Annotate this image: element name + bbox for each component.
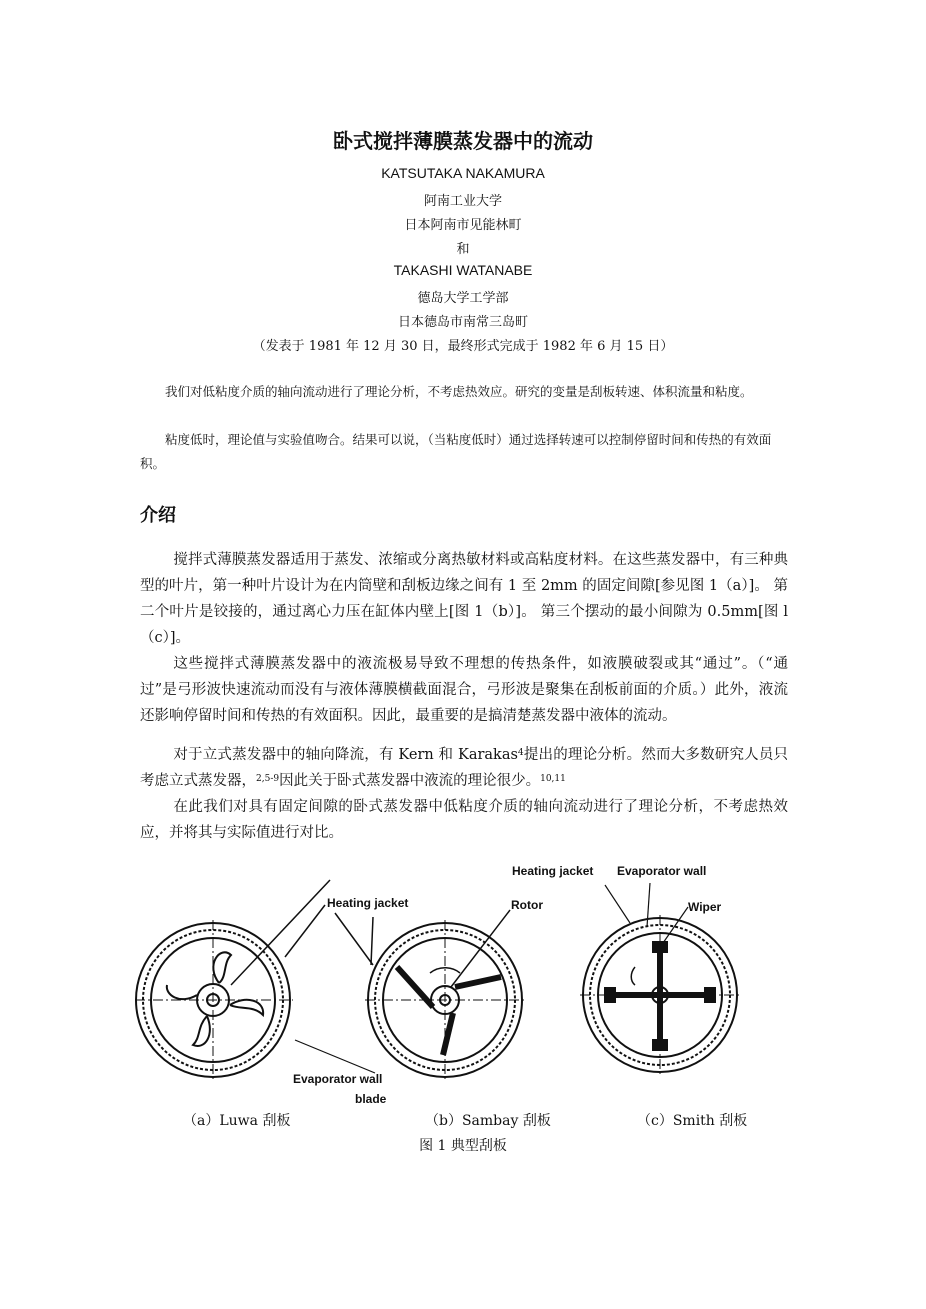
label-heating-jacket-right: Heating jacket [512, 864, 594, 878]
figure-1-wiper-diagrams [135, 855, 795, 1115]
intro-p3-text-a: 对于立式蒸发器中的轴向降流，有 Kern 和 Karakas [173, 747, 518, 763]
intro-p3-text-c: 因此关于卧式蒸发器中液流的理论很少。 [279, 773, 541, 789]
affiliation-1-line1: 阿南工业大学 [423, 194, 502, 209]
caption-a-luwa: （a）Luwa 刮板 [183, 1113, 291, 1129]
author-conjunction: 和 [456, 242, 470, 257]
section-heading-introduction: 介绍 [140, 505, 176, 526]
abstract-paragraph-2: 粘度低时，理论值与实验值吻合。结果可以说，（当粘度低时）通过选择转速可以控制停留时间和传热的有效面积。 [140, 432, 772, 471]
abstract-paragraph-1: 我们对低粘度介质的轴向流动进行了理论分析，不考虑热效应。研究的变量是刮板转速、体积流量和粘度。 [165, 384, 753, 399]
affiliation-1-line2: 日本阿南市见能林町 [404, 218, 522, 233]
sambay-evaporator-drawing [295, 910, 527, 1080]
label-evaporator-wall-right: Evaporator wall [617, 864, 707, 878]
luwa-evaporator-drawing [135, 880, 330, 1080]
author-2: TAKASHI WATANABE [393, 262, 533, 278]
citation-10-11: 10,11 [540, 774, 566, 784]
author-1: KATSUTAKA NAKAMURA [381, 165, 545, 181]
citation-4: 4 [517, 748, 524, 758]
caption-b-sambay: （b）Sambay 刮板 [425, 1113, 551, 1129]
paper-title: 卧式搅拌薄膜蒸发器中的流动 [333, 129, 593, 153]
intro-paragraph-4: 在此我们对具有固定间隙的卧式蒸发器中低粘度介质的轴向流动进行了理论分析，不考虑热效应，并将其与实际值进行对比。 [140, 799, 788, 841]
intro-paragraph-1: 搅拌式薄膜蒸发器适用于蒸发、浓缩或分离热敏材料或高粘度材料。在这些蒸发器中，有三种典型的叶片，第一种叶片设计为在内筒壁和刮板边缘之间有 1 至 2mm 的固定间隙[参见图 1（a）]。 第二个叶片是铰接的，通过离心力压在缸体内壁上[图 1（b）]。 第三个摆动的最小间隙为 0.5mm[图 l（c）]。 [140, 552, 788, 646]
affiliation-2-line2: 日本德岛市南常三岛町 [397, 315, 528, 330]
label-rotor: Rotor [511, 898, 543, 912]
caption-c-smith: （c）Smith 刮板 [637, 1113, 748, 1129]
label-heating-jacket-left: Heating jacket [327, 896, 409, 910]
label-evaporator-wall-bottom: Evaporator wall [293, 1072, 383, 1086]
intro-paragraph-3 [140, 742, 788, 794]
intro-paragraph-2: 这些搅拌式薄膜蒸发器中的液流极易导致不理想的传热条件，如液膜破裂或其“通过”。（“通过”是弓形波快速流动而没有与液体薄膜横截面混合，弓形波是聚集在刮板前面的介质。）此外，液流还影响停留时间和传热的有效面积。因此，最重要的是搞清楚蒸发器中液体的流动。 [140, 656, 788, 724]
intro-p3-text-b: 提出的理论分析。然而大多数研究人员只考虑立式蒸发器， [140, 747, 788, 789]
affiliation-2-line1: 德岛大学工学部 [417, 291, 509, 306]
citation-2-5-9: 2,5-9 [256, 774, 280, 784]
label-wiper: Wiper [688, 900, 722, 914]
figure-1-caption: 图 1 典型刮板 [419, 1138, 507, 1154]
publication-dates: （发表于 1981 年 12 月 30 日，最终形式完成于 1982 年 6 月 15 日） [252, 339, 674, 354]
label-blade: blade [355, 1092, 387, 1106]
